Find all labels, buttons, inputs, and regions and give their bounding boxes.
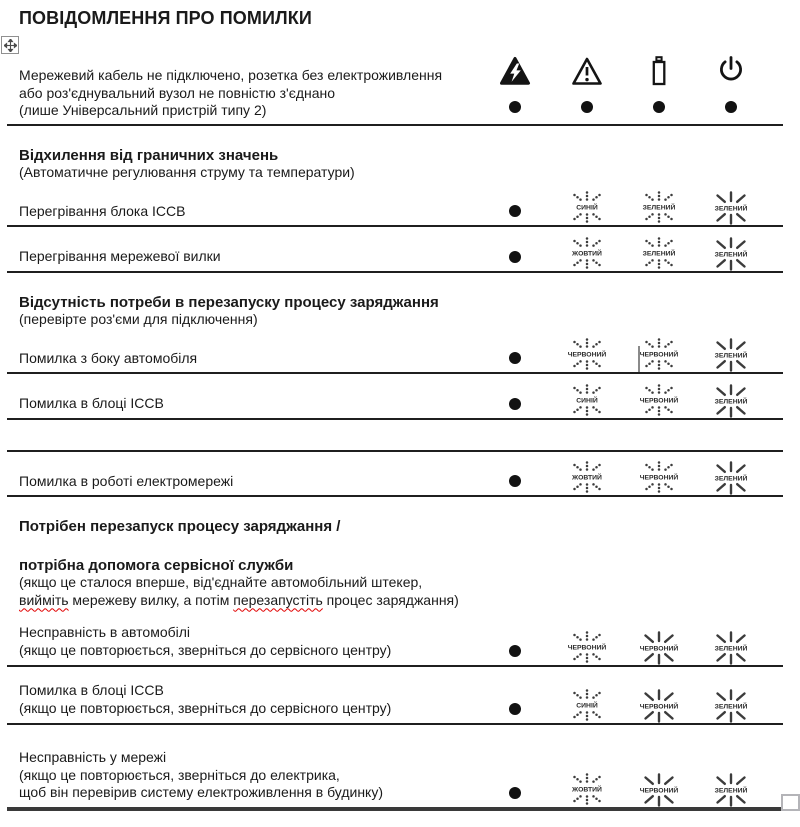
indicator-cell xyxy=(695,725,767,807)
table-row xyxy=(7,182,783,228)
row-description xyxy=(7,182,479,226)
led-color-label: ЗЕЛЕНИЙ xyxy=(642,249,676,257)
note-text: мережеву вилку, а потім xyxy=(68,591,234,608)
led-color-label: ЧЕРВОНИЙ xyxy=(639,786,679,794)
indicator-cell xyxy=(551,182,623,226)
led-color-label: ЧЕРВОНИЙ xyxy=(639,474,679,482)
table-resize-handle[interactable] xyxy=(781,794,800,811)
led-blink-slow xyxy=(636,460,682,494)
led-on-dot xyxy=(581,101,593,113)
indicator-cell xyxy=(623,182,695,226)
led-color-label: ЧЕРВОНИЙ xyxy=(639,351,679,359)
led-blink-fast xyxy=(708,689,754,723)
section-heading: Потрібен перезапуск процесу заряджання / xyxy=(19,518,341,535)
indicator-cell xyxy=(695,227,767,271)
led-blink-fast xyxy=(708,773,754,807)
indicator-cell xyxy=(551,725,623,807)
indicator-cell xyxy=(551,329,623,373)
indicator-cell xyxy=(551,227,623,271)
indicator-cell xyxy=(479,452,551,496)
description-line: Несправність у мережі xyxy=(19,749,167,765)
led-on-dot xyxy=(509,352,521,364)
led-on-dot xyxy=(509,645,521,657)
led-blink-slow xyxy=(636,337,682,371)
led-blink-slow xyxy=(564,460,610,494)
indicator-cell xyxy=(551,29,623,124)
indicator-cell xyxy=(479,725,551,807)
indicator-cell xyxy=(479,29,551,124)
section-heading: Відсутність потреби в перезапуску процесу заряджання xyxy=(19,293,439,311)
led-color-label: ЗЕЛЕНИЙ xyxy=(714,786,748,794)
led-blink-fast xyxy=(636,631,682,665)
led-color-label: ЧЕРВОНИЙ xyxy=(567,644,607,652)
indicator-cell xyxy=(551,609,623,665)
indicator-cell xyxy=(479,667,551,723)
indicator-cell xyxy=(695,609,767,665)
led-color-label: ЧЕРВОНИЙ xyxy=(639,396,679,404)
led-blink-slow xyxy=(564,236,610,270)
led-color-label: ЗЕЛЕНИЙ xyxy=(714,397,748,405)
indicator-cell xyxy=(551,452,623,496)
led-color-label: ЗЕЛЕНИЙ xyxy=(714,475,748,483)
indicator-cell xyxy=(623,725,695,807)
led-on-dot xyxy=(653,101,665,113)
note-text: (якщо це сталося вперше, від'єднайте автомобільний штекер, xyxy=(19,574,423,590)
row-description xyxy=(7,725,479,807)
indicator-cell xyxy=(695,667,767,723)
led-blink-fast xyxy=(636,773,682,807)
led-blink-slow xyxy=(564,383,610,417)
led-blink-slow xyxy=(564,688,610,722)
indicator-cell xyxy=(551,374,623,418)
indicator-cell xyxy=(623,227,695,271)
led-color-label: ЗЕЛЕНИЙ xyxy=(714,352,748,360)
battery-icon xyxy=(643,55,675,87)
led-color-label: ЗЕЛЕНИЙ xyxy=(714,205,748,213)
indicator-cell xyxy=(695,182,767,226)
table-section xyxy=(7,518,783,811)
led-on-dot xyxy=(509,703,521,715)
table-row xyxy=(7,374,783,420)
move-cross-icon xyxy=(4,39,17,52)
indicator-cell xyxy=(623,667,695,723)
note-text: процес заряджання) xyxy=(322,591,459,608)
row-description xyxy=(7,667,479,723)
table-row xyxy=(7,725,783,811)
page-title: ПОВІДОМЛЕННЯ ПРО ПОМИЛКИ xyxy=(19,8,312,28)
led-blink-slow xyxy=(564,630,610,664)
row-description xyxy=(7,29,479,124)
led-blink-slow xyxy=(636,236,682,270)
table-section xyxy=(7,29,783,126)
indicator-cell xyxy=(695,452,767,496)
section-heading: потрібна допомога сервісної служби xyxy=(19,556,294,574)
indicator-cell xyxy=(479,329,551,373)
table-row xyxy=(7,420,783,452)
led-blink-fast xyxy=(708,461,754,495)
led-on-dot xyxy=(509,205,521,217)
led-blink-fast xyxy=(708,237,754,271)
row-description xyxy=(7,227,479,271)
note-text: (перевірте роз'єми для підключення) xyxy=(19,311,258,327)
led-color-label: ЗЕЛЕНИЙ xyxy=(714,250,748,258)
indicator-cell xyxy=(695,29,767,124)
led-color-label: ЧЕРВОНИЙ xyxy=(639,703,679,711)
led-blink-slow xyxy=(564,190,610,224)
misspelled-word: вийміть xyxy=(19,591,69,608)
description-line: Мережевий кабель не підключено, розетка без електроживлення xyxy=(19,67,443,83)
row-description xyxy=(7,329,479,373)
table-row xyxy=(7,227,783,273)
led-blink-slow xyxy=(636,383,682,417)
table-row xyxy=(7,329,783,375)
table-section xyxy=(7,147,783,273)
description-line: (якщо це повторюється, зверніться до сервісного центру) xyxy=(19,699,392,716)
led-color-label: ЖОВТИЙ xyxy=(572,474,602,482)
indicator-cell xyxy=(623,29,695,124)
warning-icon xyxy=(571,55,603,87)
table-move-handle[interactable] xyxy=(1,36,19,54)
table-row xyxy=(7,452,783,498)
led-color-label: ЗЕЛЕНИЙ xyxy=(642,204,676,212)
table-row xyxy=(7,29,783,126)
table-section xyxy=(7,294,783,498)
description-line: Перегрівання блока ICCB xyxy=(19,202,186,219)
description-line: Перегрівання мережевої вилки xyxy=(19,248,221,264)
indicator-cell xyxy=(479,374,551,418)
indicator-cell xyxy=(623,329,695,373)
indicator-cell xyxy=(695,329,767,373)
led-color-label: ЧЕРВОНИЙ xyxy=(567,351,607,359)
indicator-cell xyxy=(551,667,623,723)
row-description xyxy=(7,374,479,418)
description-line: Помилка в блоці ICCB xyxy=(19,395,164,411)
led-blink-fast xyxy=(708,191,754,225)
led-color-label: СИНІЙ xyxy=(576,204,598,212)
description-line: (якщо це повторюється, зверніться до електрика, xyxy=(19,766,340,783)
led-blink-fast xyxy=(708,384,754,418)
description-line: Помилка в блоці ICCB xyxy=(19,682,164,698)
led-blink-slow xyxy=(564,772,610,806)
section-heading: Відхилення від граничних значень xyxy=(19,146,279,164)
led-color-label: ЧЕРВОНИЙ xyxy=(639,645,679,653)
document-body xyxy=(7,0,783,811)
led-color-label: СИНІЙ xyxy=(576,702,598,710)
description-line: Помилка в роботі електромережі xyxy=(19,472,234,489)
section-note xyxy=(7,311,783,329)
table-row xyxy=(7,609,783,667)
description-line: (якщо це повторюється, зверніться до сервісного центру) xyxy=(19,641,392,658)
high-voltage-icon xyxy=(499,55,531,87)
error-table xyxy=(7,29,783,811)
led-on-dot xyxy=(725,101,737,113)
led-on-dot xyxy=(509,787,521,799)
indicator-cell xyxy=(623,452,695,496)
section-note xyxy=(7,592,783,610)
note-text: (Автоматичне регулювання струму та температури) xyxy=(19,164,355,180)
description-line: (лише Універсальний пристрій типу 2) xyxy=(19,102,267,118)
led-color-label: ЗЕЛЕНИЙ xyxy=(714,703,748,711)
led-color-label: ЖОВТИЙ xyxy=(572,785,602,793)
row-description xyxy=(7,609,479,665)
description-line: щоб він перевірив систему електроживлення в будинку) xyxy=(19,784,383,800)
description-line: або роз'єднувальний вузол не повністю з'єднано xyxy=(19,84,336,101)
indicator-cell xyxy=(479,609,551,665)
led-blink-fast xyxy=(636,689,682,723)
indicator-cell xyxy=(695,374,767,418)
text-cursor-artifact xyxy=(638,346,640,372)
led-blink-fast xyxy=(708,631,754,665)
led-on-dot xyxy=(509,398,521,410)
indicator-cell xyxy=(623,609,695,665)
led-color-label: СИНІЙ xyxy=(576,396,598,404)
led-blink-fast xyxy=(708,338,754,372)
misspelled-word: перезапустіть xyxy=(233,591,323,608)
description-line: Несправність в автомобілі xyxy=(19,624,191,640)
indicator-cell xyxy=(479,227,551,271)
led-color-label: ЗЕЛЕНИЙ xyxy=(714,645,748,653)
led-blink-slow xyxy=(636,190,682,224)
led-on-dot xyxy=(509,101,521,113)
description-line: Помилка з боку автомобіля xyxy=(19,349,198,366)
section-note xyxy=(7,574,783,592)
led-blink-slow xyxy=(564,337,610,371)
indicator-cell xyxy=(479,182,551,226)
table-row xyxy=(7,667,783,725)
led-on-dot xyxy=(509,251,521,263)
led-on-dot xyxy=(509,475,521,487)
section-note xyxy=(7,164,783,182)
led-color-label: ЖОВТИЙ xyxy=(572,249,602,257)
row-description xyxy=(7,452,479,496)
indicator-cell xyxy=(623,374,695,418)
power-icon xyxy=(715,55,747,87)
